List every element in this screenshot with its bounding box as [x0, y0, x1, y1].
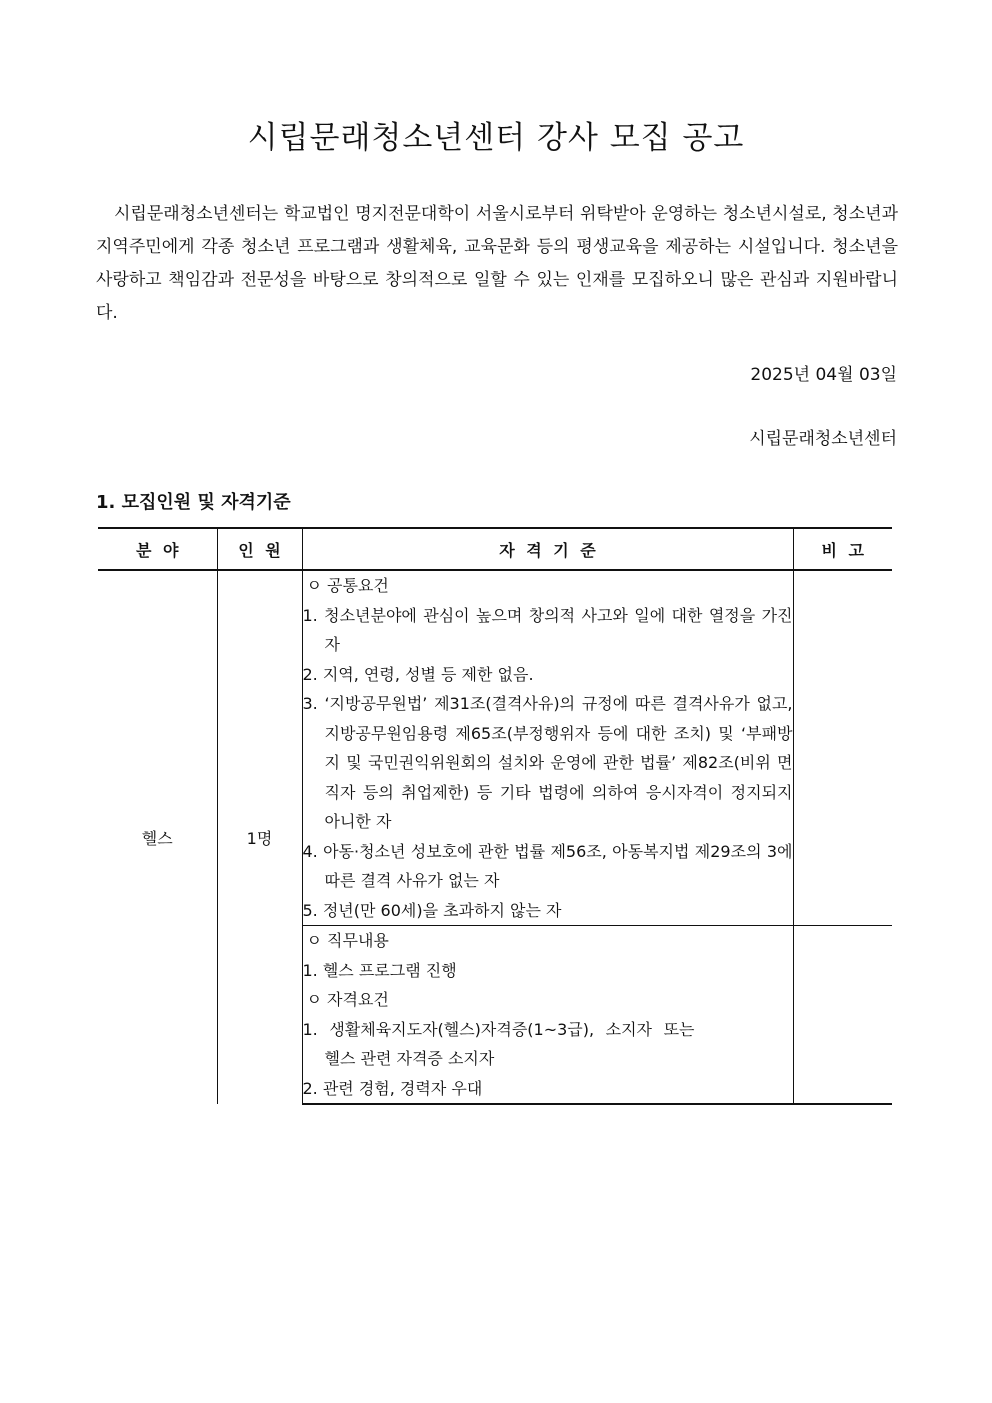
common-item-2: 2. 지역, 연령, 성별 등 제한 없음.: [302, 664, 534, 684]
common-item-5: 5. 정년(만 60세)을 초과하지 않는 자: [302, 900, 562, 920]
recruitment-table: [98, 527, 892, 1105]
table-row: [98, 570, 892, 926]
page-title: 시립문래청소년센터 강사 모집 공고: [247, 120, 745, 156]
header-field: 분 야: [98, 528, 217, 570]
field-cell: 헬스: [141, 829, 173, 848]
common-item-1: 1. 청소년분야에 관심이 높으며 창의적 사고와 일에 대한 열정을 가진 자: [302, 605, 793, 654]
common-requirements-heading: ㅇ 공통요건: [306, 576, 389, 595]
common-requirements-cell: [302, 570, 793, 926]
note-cell-duty: [793, 926, 892, 1105]
header-note: 비 고: [793, 528, 892, 570]
intro-paragraph: 시립문래청소년센터는 학교법인 명지전문대학이 서울시로부터 위탁받아 운영하는 청소년시설로, 청소년과 지역주민에게 각종 청소년 프로그램과 생활체육, 교육문화 등의 평생교육을 제공하는 시설입니다. 청소년을 사랑하고 책임감과 전문성을 바탕으로 창의적으로 일할 수 있는 인재를 모집하오니 많은 관심과 지원바랍니다.: [96, 204, 898, 323]
header-count: 인 원: [217, 528, 302, 570]
qualification-item-1: 1. 생활체육지도자(헬스)자격증(1~3급), 소지자 또는 헬스 관련 자격증 소지자: [302, 1019, 695, 1068]
duty-heading: ㅇ 직무내용: [306, 931, 389, 950]
organization-name: 시립문래청소년센터: [749, 429, 897, 449]
table-header-row: [98, 528, 892, 570]
qualification-item-2: 2. 관련 경험, 경력자 우대: [302, 1078, 483, 1098]
count-cell: 1명: [217, 570, 302, 1104]
note-cell-common: [793, 570, 892, 926]
section-title: 1. 모집인원 및 자격기준: [96, 492, 291, 513]
common-item-3: 3. ‘지방공무원법’ 제31조(결격사유)의 규정에 따른 결격사유가 없고, 지방공무원임용령 제65조(부정행위자 등에 대한 조치) 및 ‘부패방지 및 국민권익위원회의 설치와 운영에 관한 법률’ 제82조(비위 면직자 등의 취업제한) 등 기타 법령에 의하여 응시자격이 정지되지 아니한 자: [302, 694, 793, 831]
duty-item-1: 1. 헬스 프로그램 진행: [302, 960, 457, 980]
header-criteria: 자 격 기 준: [302, 528, 793, 570]
common-item-4: 4. 아동·청소년 성보호에 관한 법률 제56조, 아동복지법 제29조의 3에 따른 결격 사유가 없는 자: [302, 841, 793, 890]
announcement-date: 2025년 04월 03일: [750, 365, 897, 385]
duty-requirements-cell: [302, 926, 793, 1105]
qualification-heading: ㅇ 자격요건: [306, 990, 389, 1009]
